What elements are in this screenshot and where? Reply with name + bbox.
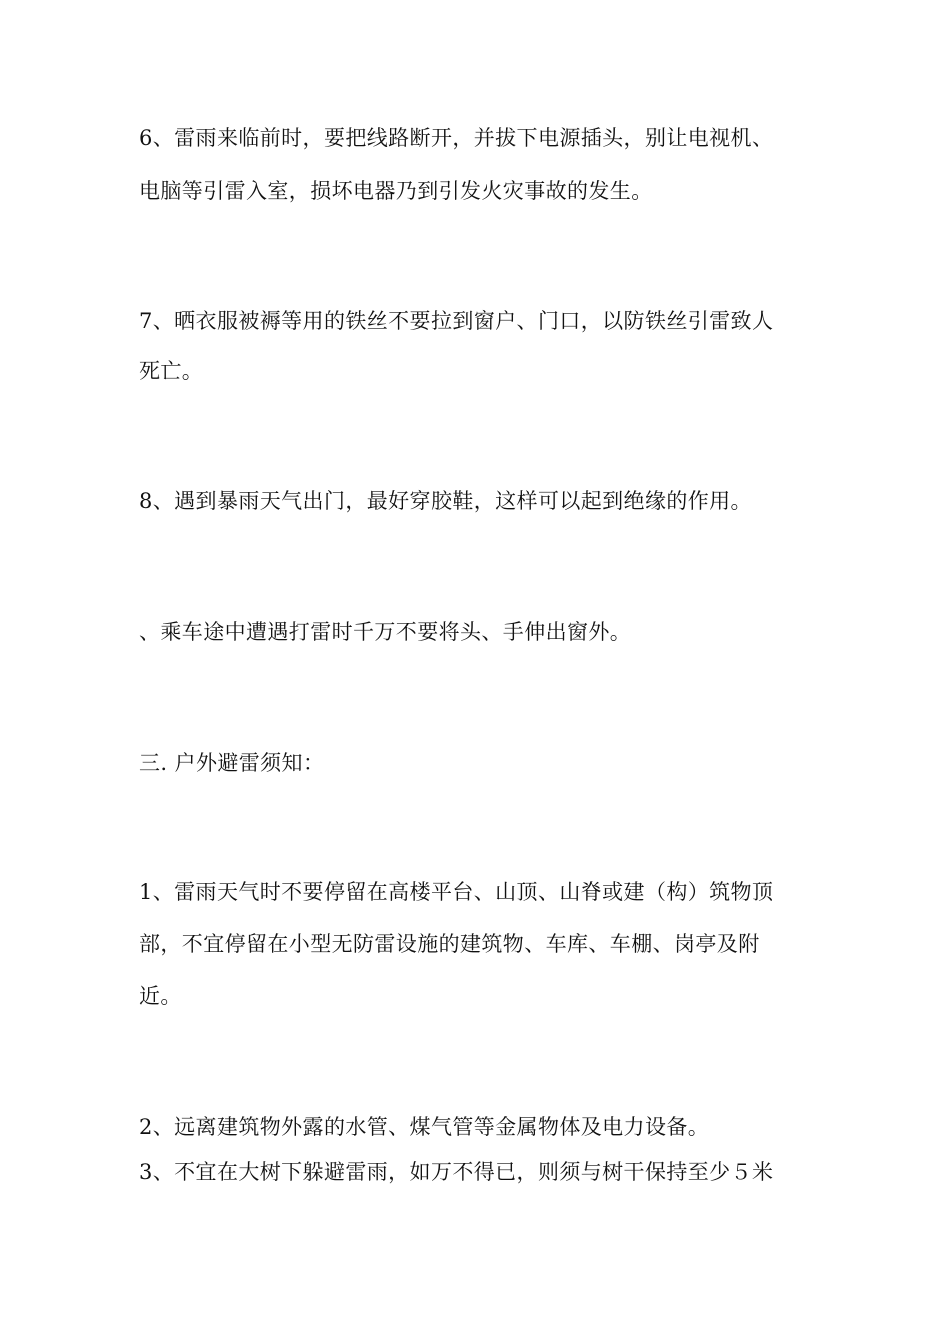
paragraph-9-line-1: 、乘车途中遭遇打雷时千万不要将头、手伸出窗外。 bbox=[139, 620, 632, 644]
outdoor-paragraph-3-line-1: 3、不宜在大树下躲避雷雨，如万不得已，则须与树干保持至少５米 bbox=[139, 1160, 774, 1184]
paragraph-7-line-2: 死亡。 bbox=[139, 359, 204, 383]
paragraph-8-line-1: 8、遇到暴雨天气出门，最好穿胶鞋，这样可以起到绝缘的作用。 bbox=[139, 489, 752, 513]
section-heading-outdoor: 三. 户外避雷须知： bbox=[139, 751, 325, 775]
paragraph-6-line-1: 6、雷雨来临前时，要把线路断开，并拔下电源插头，别让电视机、 bbox=[139, 126, 774, 150]
outdoor-paragraph-1-line-1: 1、雷雨天气时不要停留在高楼平台、山顶、山脊或建（构）筑物顶 bbox=[139, 880, 774, 904]
paragraph-7-line-1: 7、晒衣服被褥等用的铁丝不要拉到窗户、门口，以防铁丝引雷致人 bbox=[139, 309, 774, 333]
paragraph-6-line-2: 电脑等引雷入室，损坏电器乃到引发火灾事故的发生。 bbox=[139, 179, 653, 203]
outdoor-paragraph-1-line-2: 部，不宜停留在小型无防雷设施的建筑物、车库、车棚、岗亭及附 bbox=[139, 932, 760, 956]
outdoor-paragraph-1-line-3: 近。 bbox=[139, 984, 182, 1008]
outdoor-paragraph-2-line-1: 2、远离建筑物外露的水管、煤气管等金属物体及电力设备。 bbox=[139, 1115, 710, 1139]
